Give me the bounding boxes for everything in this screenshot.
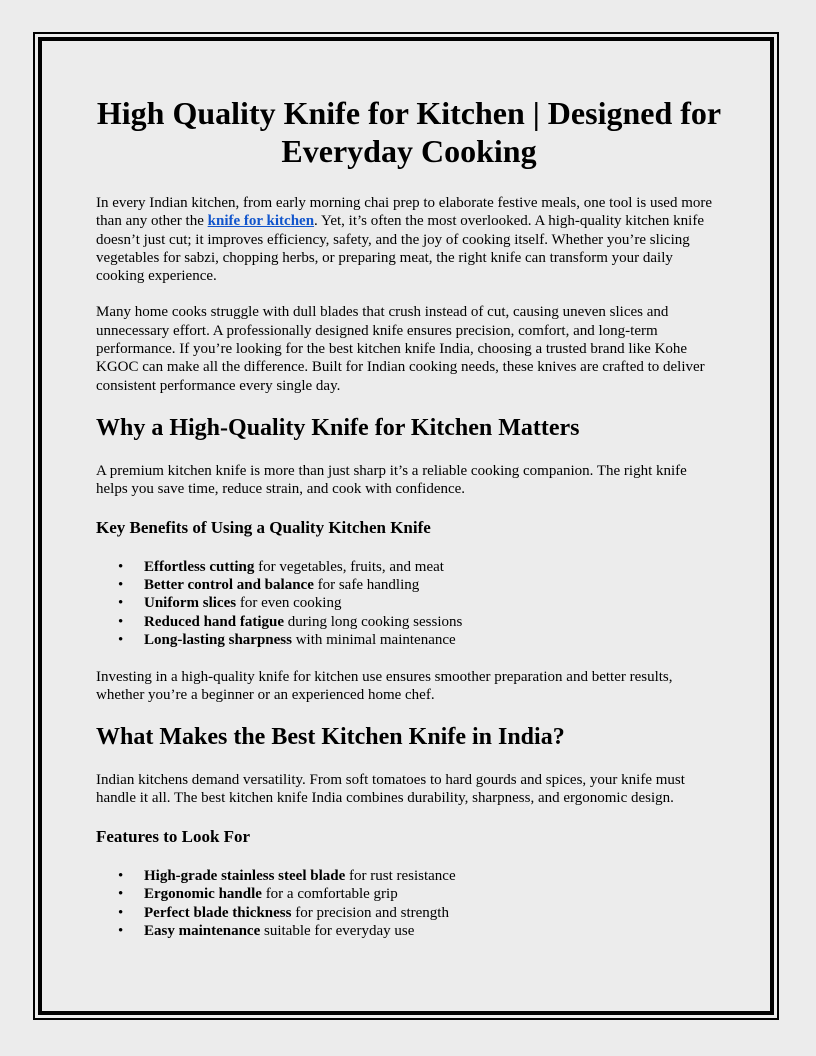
subheading-key-benefits: Key Benefits of Using a Quality Kitchen Knife (96, 517, 431, 537)
intro-text-before: In every Indian kitchen, from early morning chai prep to elaborate festive meals, one tool is used more than any other the (96, 195, 713, 230)
knife-for-kitchen-link[interactable]: knife for kitchen (207, 213, 315, 230)
subheading-features: Features to Look For (96, 826, 251, 846)
list-item: • Effortless cutting for vegetables, fruits, and meat (144, 558, 722, 576)
list-item: • Easy maintenance suitable for everyday use (144, 922, 722, 940)
section-best-knife-paragraph: Indian kitchens demand versatility. From soft tomatoes to hard gourds and spices, your knife must handle it all. The best kitchen knife India combines durability, sharpness, and ergonomic design. (96, 772, 685, 807)
section-why-closing: Investing in a high-quality knife for kitchen use ensures smoother preparation and better results, whether you’re a beginner or an experienced home chef. (96, 668, 673, 703)
second-paragraph: Many home cooks struggle with dull blades that crush instead of cut, causing uneven slices and unnecessary effort. A professionally designed knife ensures precision, comfort, and long-term performance. If you’re looking for the best kitchen knife India, choosing a trusted brand like Kohe KGOC can make all the difference. Built for Indian cooking needs, these knives are crafted to deliver consistent performance every single day. (96, 304, 705, 394)
intro-text-after: . Yet, it’s often the most overlooked. A high-quality kitchen knife doesn’t just cut; it improves efficiency, safety, and the joy of cooking itself. Whether you’re slicing vegetables for sabzi, chopping herbs, or preparing meat, the right knife can transform your daily cooking experience. (96, 213, 705, 285)
list-item: • Long-lasting sharpness with minimal maintenance (144, 631, 722, 649)
document-body (96, 94, 722, 940)
list-item: • Perfect blade thickness for precision and strength (144, 904, 722, 922)
intro-paragraph (96, 194, 722, 285)
features-list (96, 867, 722, 941)
section-heading-why: Why a High-Quality Knife for Kitchen Matters (96, 414, 580, 441)
page-title: High Quality Knife for Kitchen | Designed for Everyday Cooking (96, 95, 722, 169)
list-item: • Better control and balance for safe handling (144, 576, 722, 594)
list-item: • High-grade stainless steel blade for rust resistance (144, 867, 722, 885)
list-item: • Uniform slices for even cooking (144, 594, 722, 612)
benefits-list (96, 558, 722, 650)
section-heading-best-knife: What Makes the Best Kitchen Knife in India? (96, 724, 565, 751)
section-why-paragraph: A premium kitchen knife is more than just sharp it’s a reliable cooking companion. The right knife helps you save time, reduce strain, and cook with confidence. (96, 462, 687, 498)
list-item: • Ergonomic handle for a comfortable grip (144, 885, 722, 903)
list-item: • Reduced hand fatigue during long cooking sessions (144, 613, 722, 631)
